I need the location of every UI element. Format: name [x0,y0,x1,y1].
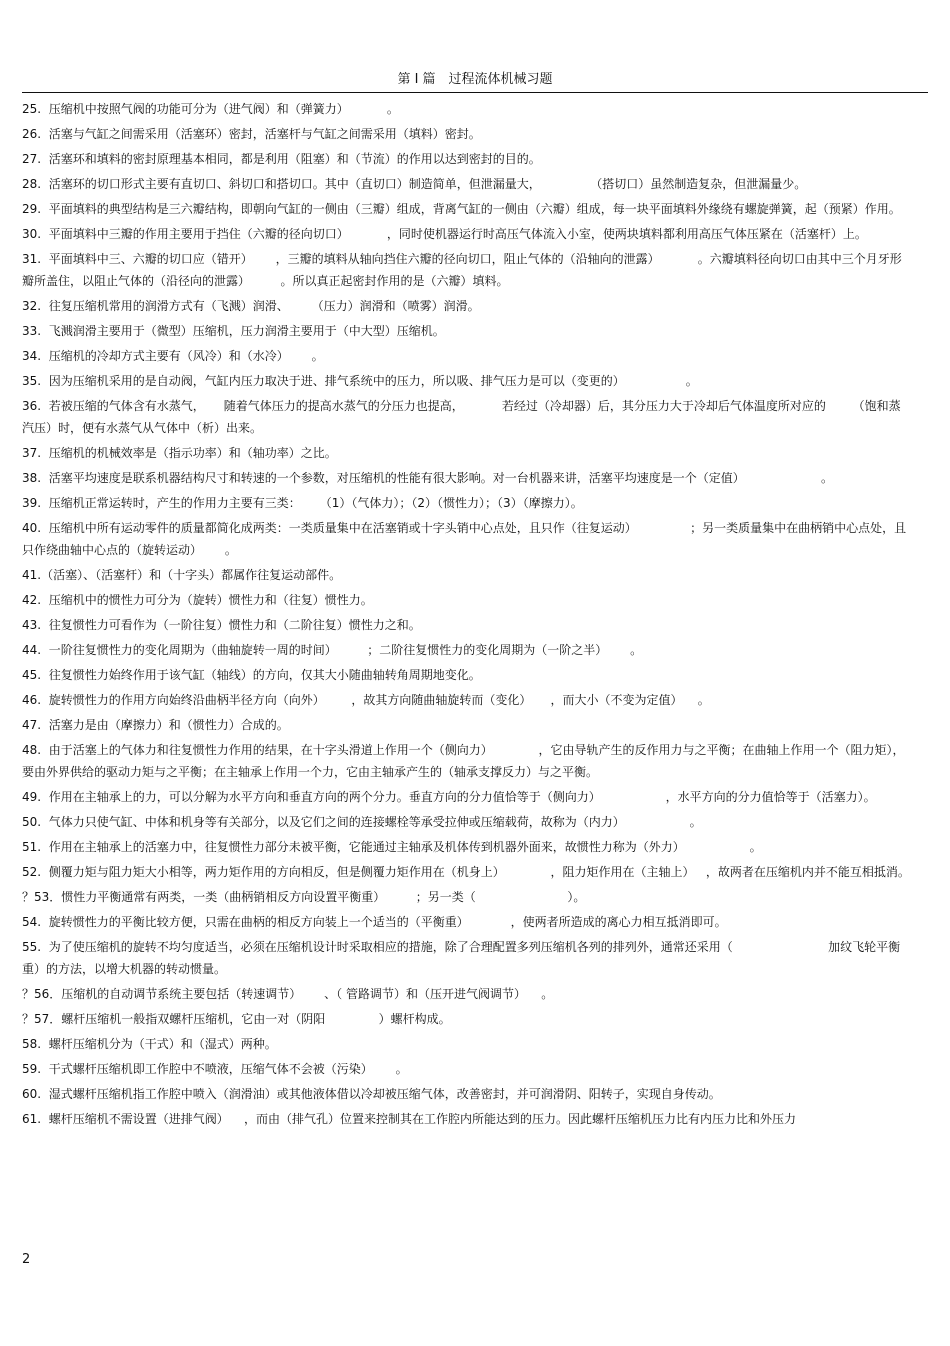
header-rule [22,92,928,93]
question-item: 47. 活塞力是由（摩擦力）和（惯性力）合成的。 [22,718,289,732]
question-item: 45. 往复惯性力始终作用于该气缸（轴线）的方向，仅其大小随曲轴转角周期地变化。 [22,668,481,682]
question-item: 37. 压缩机的机械效率是（指示功率）和（轴功率）之比。 [22,446,337,460]
question-item: 31. 平面填料中三、六瓣的切口应（错开） ，三瓣的填料从轴向挡住六瓣的径向切口，阻止气体的（沿轴向的泄露） 。六瓣填料径向切口由其中三个月牙形瓣所盖住，以阻止气体的（沿径向的泄露） 。所以真正起密封作用的是（六瓣）填料。 [22,252,902,288]
question-item: 33. 飞溅润滑主要用于（微型）压缩机，压力润滑主要用于（中大型）压缩机。 [22,324,445,338]
question-item: 36. 若被压缩的气体含有水蒸气， 随着气体压力的提高水蒸气的分压力也提高， 若经过（冷却器）后，其分压力大于冷却后气体温度所对应的 （饱和蒸汽压）时，便有水蒸气从气体中（析）出来。 [22,399,901,435]
question-item: 30. 平面填料中三瓣的作用主要用于挡住（六瓣的径向切口） ，同时使机器运行时高压气体流入小室，使两块填料都利用高压气体压紧在（活塞杆）上。 [22,227,867,241]
question-item: 38. 活塞平均速度是联系机器结构尺寸和转速的一个参数，对压缩机的性能有很大影响。对一台机器来讲，活塞平均速度是一个（定值） 。 [22,471,834,485]
question-item: 54. 旋转惯性力的平衡比较方便，只需在曲柄的相反方向装上一个适当的（平衡重） ，使两者所造成的离心力相互抵消即可。 [22,915,727,929]
question-item: 39. 压缩机正常运转时，产生的作用力主要有三类： （1）（气体力）；（2）（惯性力）；（3）（摩擦力）。 [22,496,583,510]
question-item: 61. 螺杆压缩机不需设置（进排气阀） ，而由（排气孔）位置来控制其在工作腔内所能达到的压力。因此螺杆压缩机压力比有内压力比和外压力 [22,1112,796,1126]
question-item: 59. 干式螺杆压缩机即工作腔中不喷液，压缩气体不会被（污染） 。 [22,1062,408,1076]
question-item: 26. 活塞与气缸之间需采用（活塞环）密封，活塞杆与气缸之间需采用（填料）密封。 [22,127,481,141]
question-item: 55. 为了使压缩机的旋转不均匀度适当，必须在压缩机设计时采取相应的措施，除了合理配置多列压缩机各列的排列外，通常还采用（ 加纹飞轮平衡重）的方法，以增大机器的转动惯量。 [22,940,901,976]
question-item: 51. 作用在主轴承上的活塞力中，往复惯性力部分未被平衡，它能通过主轴承及机体传到机器外面来，故惯性力称为（外力） 。 [22,840,762,854]
question-item: 25. 压缩机中按照气阀的功能可分为（进气阀）和（弹簧力） 。 [22,102,399,116]
question-item: 29. 平面填料的典型结构是三六瓣结构，即朝向气缸的一侧由（三瓣）组成，背离气缸的一侧由（六瓣）组成，每一块平面填料外缘绕有螺旋弹簧，起（预紧）作用。 [22,202,901,216]
page-header: 第 I 篇 过程流体机械习题 [397,72,553,87]
question-item: 44. 一阶往复惯性力的变化周期为（曲轴旋转一周的时间） ；二阶往复惯性力的变化周期为（一阶之半） 。 [22,643,643,657]
question-item: 32. 往复压缩机常用的润滑方式有（飞溅）润滑、 （压力）润滑和（喷雾）润滑。 [22,299,480,313]
question-item: 49. 作用在主轴承上的力，可以分解为水平方向和垂直方向的两个分力。垂直方向的分力值恰等于（侧向力） ，水平方向的分力值恰等于（活塞力）。 [22,790,876,804]
question-item: 50. 气体力只使气缸、中体和机身等有关部分，以及它们之间的连接螺栓等承受拉伸或压缩载荷，故称为（内力） 。 [22,815,702,829]
question-item: ？53．惯性力平衡通常有两类，一类（曲柄销相反方向设置平衡重） ；另一类（ ）。 [22,890,586,904]
question-item: 40. 压缩机中所有运动零件的质量都简化成两类：一类质量集中在活塞销或十字头销中心点处，且只作（往复运动） ；另一类质量集中在曲柄销中心点处，且只作绕曲轴中心点的（旋转运动） 。 [22,521,907,557]
question-item: 41.（活塞）、（活塞杆）和（十字头）都属作往复运动部件。 [22,568,342,582]
question-item: 58. 螺杆压缩机分为（干式）和（湿式）两种。 [22,1037,277,1051]
question-item: 60. 湿式螺杆压缩机指工作腔中喷入（润滑油）或其他液体借以冷却被压缩气体，改善密封，并可润滑阴、阳转子，实现自身传动。 [22,1087,721,1101]
question-list [22,98,912,1133]
question-item: 27. 活塞环和填料的密封原理基本相同，都是利用（阻塞）和（节流）的作用以达到密封的目的。 [22,152,541,166]
question-item: 42. 压缩机中的惯性力可分为（旋转）惯性力和（往复）惯性力。 [22,593,373,607]
question-item: 52. 侧覆力矩与阻力矩大小相等，两力矩作用的方向相反，但是侧覆力矩作用在（机身上） ，阻力矩作用在（主轴上） ，故两者在压缩机内并不能互相抵消。 [22,865,910,879]
question-item: ？56．压缩机的自动调节系统主要包括（转速调节） 、（ 管路调节）和（压开进气阀调节） 。 [22,987,554,1001]
question-item: 48. 由于活塞上的气体力和往复惯性力作用的结果，在十字头滑道上作用一个（侧向力） ，它由导轨产生的反作用力与之平衡；在曲轴上作用一个（阻力矩），要由外界供给的驱动力矩与之平衡；在主轴承上作用一个力，它由主轴承产生的（轴承支撑反力）与之平衡。 [22,743,905,779]
question-item: 43. 往复惯性力可看作为（一阶往复）惯性力和（二阶往复）惯性力之和。 [22,618,421,632]
question-item: 28. 活塞环的切口形式主要有直切口、斜切口和搭切口。其中（直切口）制造简单，但泄漏量大， （搭切口）虽然制造复杂，但泄漏量少。 [22,177,807,191]
question-item: ？57．螺杆压缩机一般指双螺杆压缩机，它由一对（阴阳 ）螺杆构成。 [22,1012,451,1026]
question-item: 34. 压缩机的冷却方式主要有（风冷）和（水冷） 。 [22,349,324,363]
question-item: 46. 旋转惯性力的作用方向始终沿曲柄半径方向（向外） ，故其方向随曲轴旋转而（变化） ，而大小（不变为定值） 。 [22,693,710,707]
question-item: 35. 因为压缩机采用的是自动阀，气缸内压力取决于进、排气系统中的压力，所以吸、排气压力是可以（变更的） 。 [22,374,698,388]
page-number: 2 [22,1252,31,1267]
